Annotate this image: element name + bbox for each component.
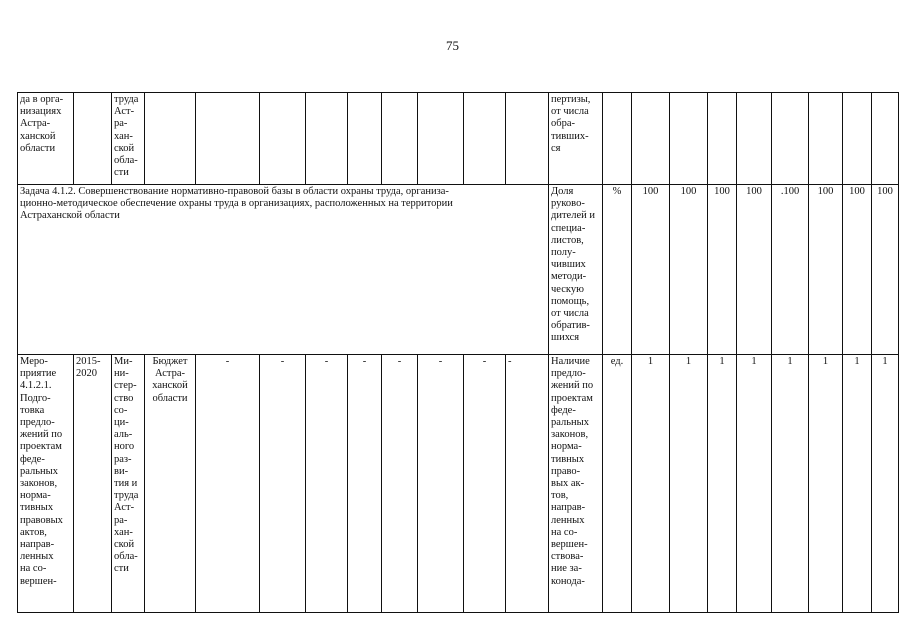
continuation-cell [506,93,549,185]
continuation-indicator-cell: пертизы, от числа обра- тивших- ся [549,93,603,185]
continuation-cell [872,93,899,185]
continuation-row [18,93,899,185]
task-value-cell: .100 [772,185,809,355]
continuation-cell [772,93,809,185]
measure-value-cell: 1 [670,355,708,613]
measure-value-cell: 1 [809,355,843,613]
task-row [18,185,899,355]
continuation-cell [196,93,260,185]
continuation-name-cell: да в орга- низациях Астра- ханской области [18,93,74,185]
task-value-cell: 100 [708,185,737,355]
continuation-cell [843,93,872,185]
continuation-executor-cell: труда Аст- ра- хан- ской обла- сти [112,93,145,185]
continuation-cell [464,93,506,185]
measure-value-cell: 1 [708,355,737,613]
continuation-cell [348,93,382,185]
continuation-cell [708,93,737,185]
continuation-cell [382,93,418,185]
task-value-cell: 100 [670,185,708,355]
measure-value-cell: 1 [843,355,872,613]
task-unit-cell: % [603,185,632,355]
measure-executor-cell: Ми- ни- стер- ство со- ци- аль- ного раз- ви- тия и труда Аст- ра- хан- ской обла- сти [112,355,145,613]
continuation-cell [737,93,772,185]
task-value-cell: 100 [737,185,772,355]
page-number: 75 [446,38,459,53]
continuation-cell [306,93,348,185]
measure-finance-cell: - [196,355,260,613]
measure-unit-cell: ед. [603,355,632,613]
continuation-cell [145,93,196,185]
continuation-cell [418,93,464,185]
measure-value-cell: 1 [772,355,809,613]
task-value-cell: 100 [809,185,843,355]
measure-finance-cell: - [506,355,549,613]
measure-finance-cell: - [306,355,348,613]
measure-finance-cell: - [348,355,382,613]
continuation-period-cell [74,93,112,185]
measure-value-cell: 1 [872,355,899,613]
measure-indicator-cell: Наличие предло- жений по проектам феде- ральных законов, норма- тивных право- вых ак- тов, направ- ленных на со- вершен- ствова- ние за- конода- [549,355,603,613]
measure-value-cell: 1 [632,355,670,613]
task-title-cell: Задача 4.1.2. Совершенствование нормативно-правовой базы в области охраны труда, организа- ционно-методическое обеспечение охраны труда в организациях, расположенных на территории Астраханской области [18,185,549,355]
measure-finance-cell: - [260,355,306,613]
continuation-cell [603,93,632,185]
task-indicator-cell: Доля руково- дителей и специа- листов, полу- чивших методи- ческую помощь, от числа обратив- шихся [549,185,603,355]
continuation-cell [632,93,670,185]
task-value-cell: 100 [843,185,872,355]
continuation-cell [670,93,708,185]
measure-value-cell: 1 [737,355,772,613]
task-value-cell: 100 [632,185,670,355]
measure-row [18,355,899,613]
continuation-cell [260,93,306,185]
measure-finance-cell: - [464,355,506,613]
continuation-cell [809,93,843,185]
measure-finance-cell: - [418,355,464,613]
program-table [17,92,899,613]
task-value-cell: 100 [872,185,899,355]
measure-finance-cell: - [382,355,418,613]
measure-name-cell: Меро- приятие 4.1.2.1. Подго- товка предло- жений по проектам феде- ральных законов, норма- тивных правовых актов, направ- ленных на со- вершен- [18,355,74,613]
measure-source-cell: Бюджет Астра- ханской области [145,355,196,613]
measure-period-cell: 2015- 2020 [74,355,112,613]
